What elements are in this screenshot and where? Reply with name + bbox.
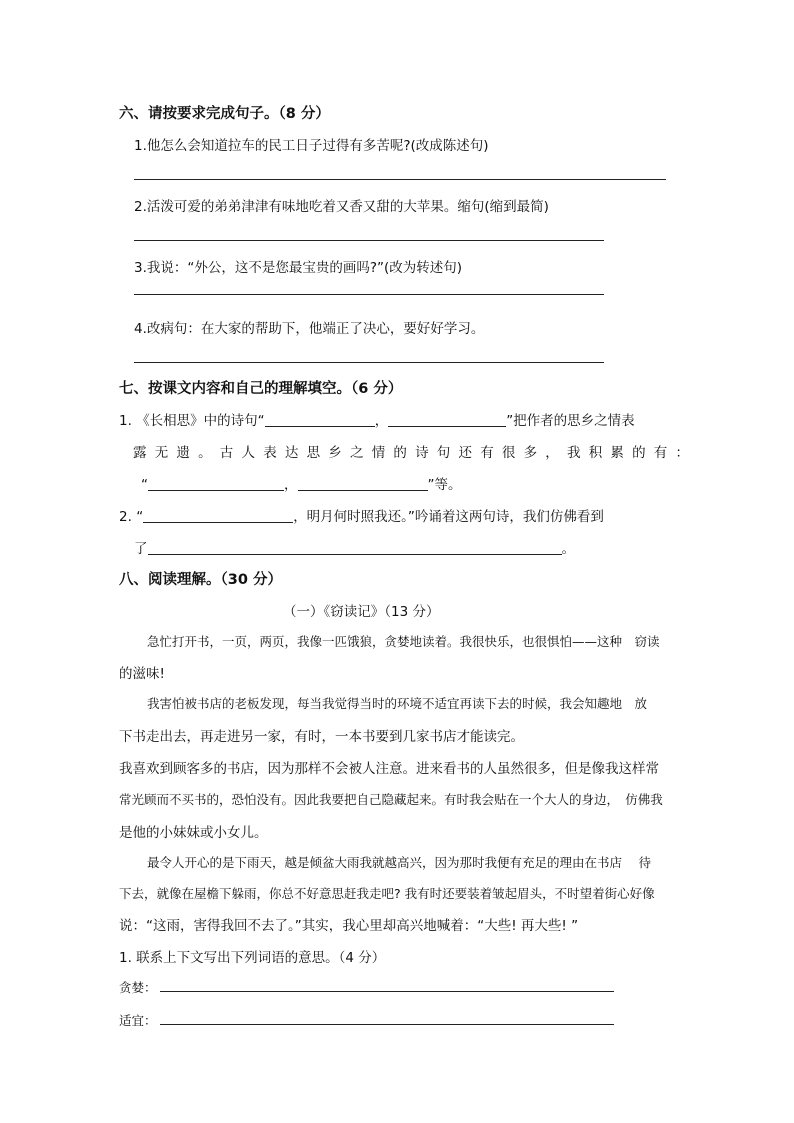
question-text: ， [374, 413, 389, 429]
question-7-1-line3 [141, 473, 462, 493]
blank[interactable] [148, 476, 284, 491]
passage-title: （一）《窃读记》（13 分） [283, 604, 440, 620]
passage-p3-line2: 常光顾而不买书的，恐怕没有。因此我要把自己隐藏起来。有时我会贴在一个大人的身边， 仿佛我 [119, 792, 663, 807]
question-text: 。 [561, 541, 575, 557]
question-7-1-line1 [119, 409, 635, 429]
question-6-4: 4.改病句：在大家的帮助下，他端正了决心，要好好学习。 [134, 321, 485, 337]
question-7-2-line1 [119, 505, 604, 525]
question-text: ”等。 [427, 477, 462, 493]
section8-heading: 八、阅读理解。（30 分） [119, 572, 282, 588]
passage-p2-line2: 下书走出去，再走进另一家，有时，一本书要到几家书店才能读完。 [119, 729, 524, 745]
passage-p1-line1: 急忙打开书，一页，两页，我像一匹饿狼，贪婪地读着。我很快乐，也很惧怕——这种 窃读 [147, 634, 660, 649]
question-text: ，明月何时照我还。”吟诵着这两句诗，我们仿佛看到 [293, 509, 604, 525]
question-6-3: 3.我说：“外公，这不是您最宝贵的画吗?”(改为转述句) [134, 260, 463, 276]
passage-p4-line2: 下去，就像在屋檐下躲雨，你总不好意思赶我走吧? 我有时还要装着皱起眉头，不时望着街心好像 [119, 886, 655, 901]
blank[interactable] [298, 476, 428, 491]
answer-line-term-2[interactable] [160, 1024, 614, 1025]
passage-p1-line2: 的滋味! [119, 666, 165, 682]
question-text: 了 [134, 541, 148, 557]
passage-p4-line3: 说：“这雨，害得我回不去了。”其实，我心里却高兴地喊着：“大些! 再大些! ” [119, 918, 579, 934]
answer-line-6-4[interactable] [134, 362, 604, 363]
blank[interactable] [265, 412, 375, 427]
question-number: 1. [119, 413, 132, 429]
question-6-2: 2.活泼可爱的弟弟津津有味地吃着又香又甜的大苹果。缩句(缩到最简) [134, 199, 549, 215]
question-8-1: 1. 联系上下文写出下列词语的意思。（4 分） [119, 950, 386, 966]
question-text: “ [141, 477, 148, 493]
blank[interactable] [388, 412, 506, 427]
passage-p3-line1: 我喜欢到顾客多的书店，因为那样不会被人注意。进来看书的人虽然很多，但是像我这样常 [119, 761, 659, 777]
passage-p2-line1: 我害怕被书店的老板发现，每当我觉得当时的环境不适宜再读下去的时候，我会知趣地 放 [147, 696, 648, 711]
passage-p3-line3: 是他的小妹妹或小女儿。 [119, 825, 268, 841]
blank[interactable] [148, 540, 562, 555]
term-label-2: 适宜： [119, 1013, 157, 1028]
question-6-1: 1.他怎么会知道拉车的民工日子过得有多苦呢?(改成陈述句) [134, 138, 489, 154]
question-7-1-line2: 露无遗。古人表达思乡之情的诗句还有很多，我积累的有： [133, 445, 698, 461]
section7-heading: 七、按课文内容和自己的理解填空。（6 分） [119, 381, 403, 397]
term-label-1: 贪婪： [119, 980, 157, 995]
blank[interactable] [143, 508, 293, 523]
section6-heading: 六、请按要求完成句子。（8 分） [119, 106, 330, 122]
question-text: ， [284, 477, 298, 493]
question-text: “ [136, 509, 144, 525]
answer-line-term-1[interactable] [160, 991, 614, 992]
answer-line-6-1[interactable] [134, 179, 666, 180]
question-text: ”把作者的思乡之情表 [506, 413, 635, 429]
question-text: 《长相思》中的诗句“ [136, 413, 265, 429]
answer-line-6-3[interactable] [134, 294, 604, 295]
answer-line-6-2[interactable] [134, 240, 604, 241]
question-7-2-line2 [134, 537, 575, 557]
question-number: 2. [119, 509, 132, 525]
passage-p4-line1: 最令人开心的是下雨天，越是倾盆大雨我就越高兴，因为那时我便有充足的理由在书店 待 [147, 855, 651, 870]
